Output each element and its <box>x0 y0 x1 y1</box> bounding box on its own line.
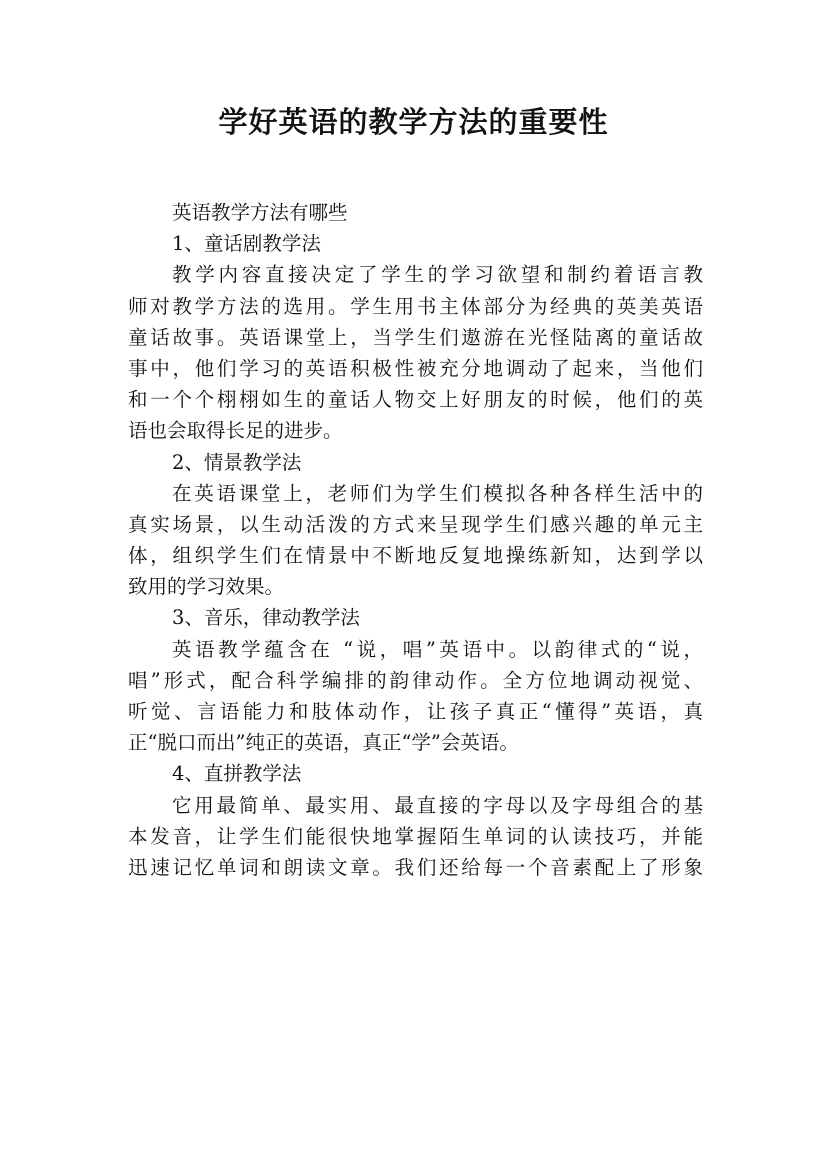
paragraph-line: 事中，他们学习的英语积极性被充分地调动了起来，当他们 <box>128 356 703 380</box>
paragraph-line: 体，组织学生们在情景中不断地反复地操练新知，达到学以 <box>128 544 703 568</box>
paragraph-line: 和一个个栩栩如生的童话人物交上好朋友的时候，他们的英 <box>128 388 703 412</box>
paragraph-line: 唱”形式，配合科学编排的韵律动作。全方位地调动视觉、 <box>128 668 703 692</box>
section-heading: 2、情景教学法 <box>172 450 302 474</box>
paragraph-line: 它用最简单、最实用、最直接的字母以及字母组合的基 <box>172 793 703 817</box>
paragraph-line: 迅速记忆单词和朗读文章。我们还给每一个音素配上了形象 <box>128 855 703 879</box>
paragraph-line: 在英语课堂上，老师们为学生们模拟各种各样生活中的 <box>172 481 703 505</box>
paragraph-line: 教学内容直接决定了学生的学习欲望和制约着语言教 <box>172 263 703 287</box>
paragraph-line: 语也会取得长足的进步。 <box>128 419 343 443</box>
section-heading: 1、童话剧教学法 <box>172 232 321 256</box>
document-body <box>128 197 703 883</box>
paragraph-line: 正“脱口而出”纯正的英语，真正“学”会英语。 <box>128 731 519 755</box>
section-heading: 3、音乐，律动教学法 <box>172 606 360 630</box>
paragraph-line: 真实场景，以生动活泼的方式来呈现学生们感兴趣的单元主 <box>128 512 703 536</box>
document-title: 学好英语的教学方法的重要性 <box>218 105 609 139</box>
intro-line: 英语教学方法有哪些 <box>172 201 348 224</box>
paragraph-line: 童话故事。英语课堂上，当学生们遨游在光怪陆离的童话故 <box>128 325 703 349</box>
paragraph-line: 听觉、言语能力和肢体动作，让孩子真正“懂得”英语，真 <box>128 700 703 723</box>
paragraph-line: 英语教学蕴含在 “说，唱”英语中。以韵律式的“说， <box>172 637 703 661</box>
paragraph-line: 本发音，让学生们能很快地掌握陌生单词的认读技巧，并能 <box>128 824 703 848</box>
section-heading: 4、直拼教学法 <box>172 762 302 786</box>
paragraph-line: 致用的学习效果。 <box>128 575 285 599</box>
paragraph-line: 师对教学方法的选用。学生用书主体部分为经典的英美英语 <box>128 294 703 318</box>
